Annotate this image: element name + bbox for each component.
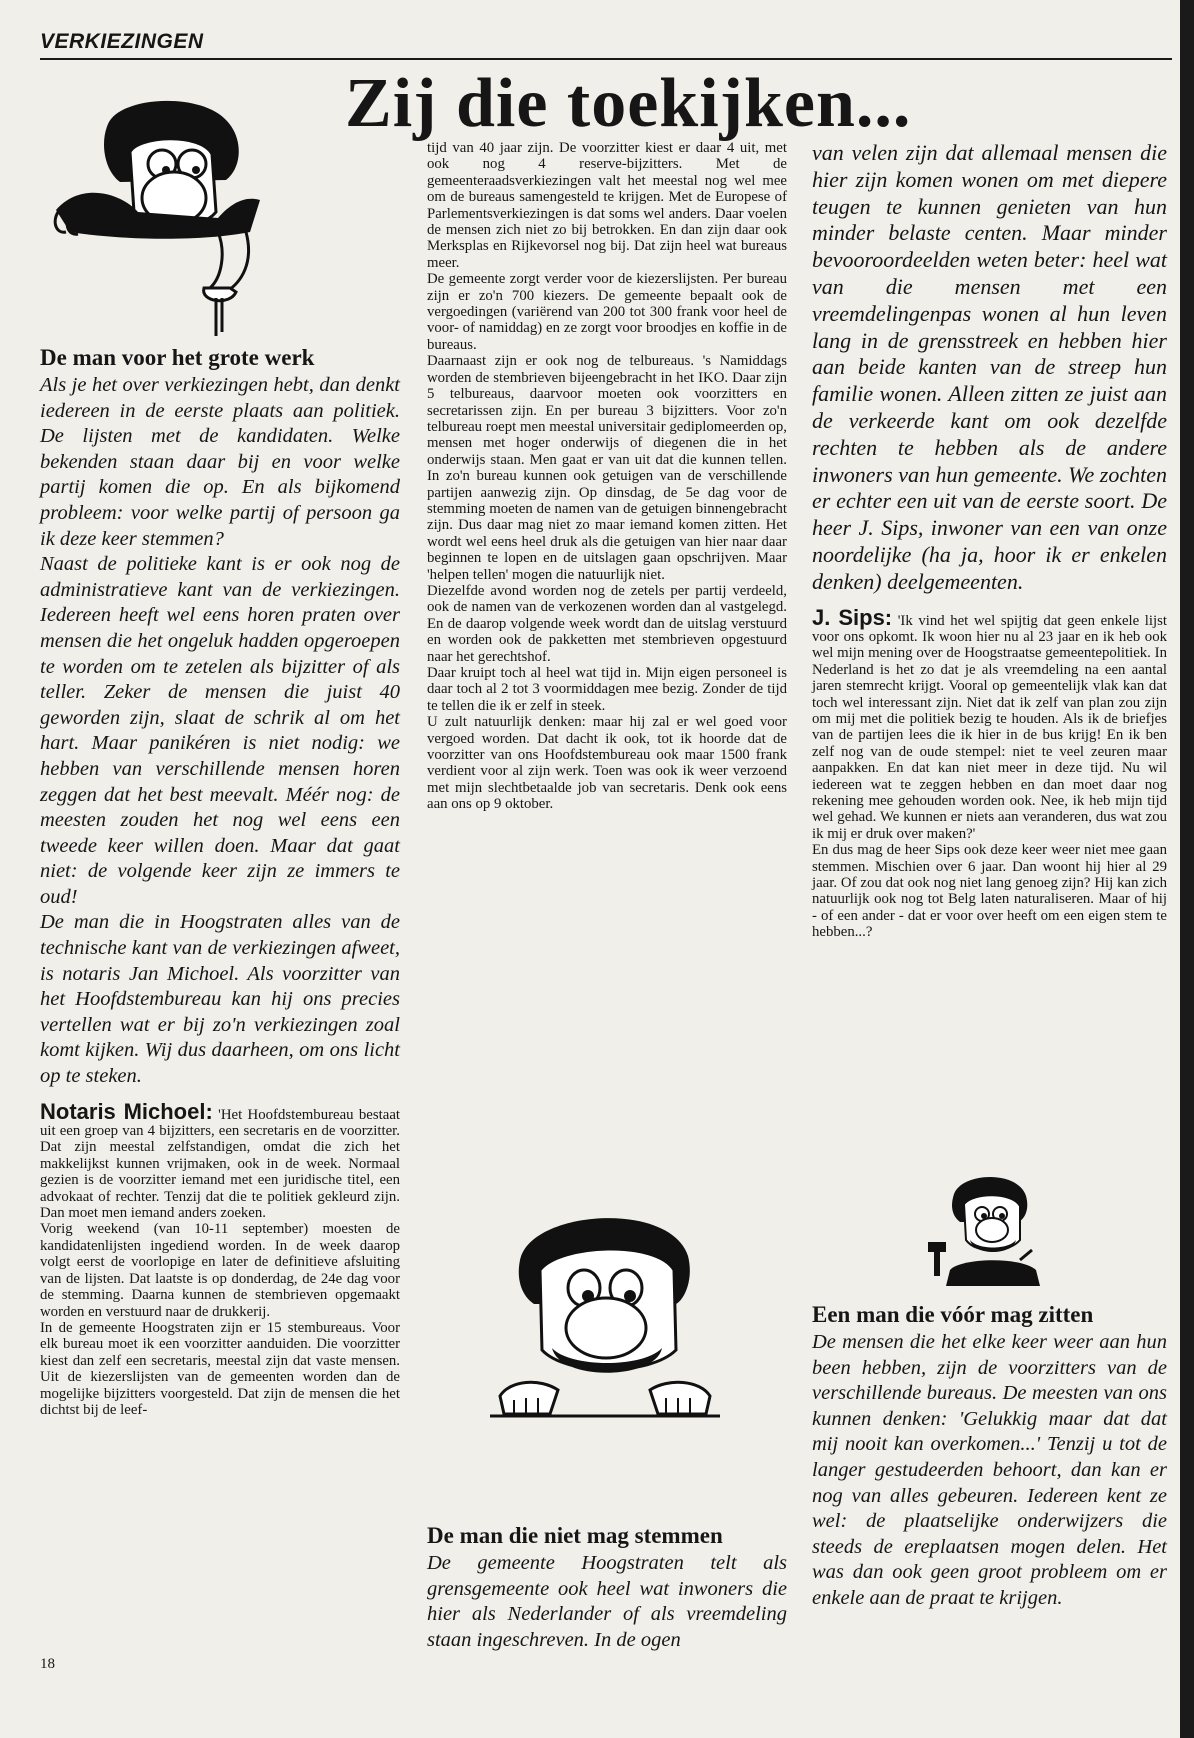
cartoon-face bbox=[540, 1249, 676, 1373]
subhead-grote-werk: De man voor het grote werk bbox=[40, 345, 315, 370]
interview-sips-text: 'Ik vind het wel spijtig dat geen enkele lijst voor ons opkomt. Ik woon hier nu al 23 jaar en ik heb ook wel mijn mening over de Hoogstraatse gemeentepolitiek. In Nederland is het zo dat je als vreemdeling na een aantal jaren stemrecht krijgt. Vooral op gemeentelijk vlak kan dat toch wel interessant zijn. Niet dat ik zelf van plan zou zijn om mij met die politiek bezig te houden. Als ik de briefjes van de partijen lees die ik hier in de bus krijg! En ik ben zelf nog van de oude stempel: niet te veel zeuren maar aanpakken. En dat kan niet meer in deze tijd. Nu wil iedereen wat te zeggen hebben en dan moet daar nog rekening mee gehouden worden ook. Nee, ik heb mijn tijd wel gehad. We kunnen er niets aan veranderen, dus wat zou ik mij er druk over maken?' En dus mag de heer Sips ook deze keer weer niet mee gaan stemmen. Mischien over 6 jaar. Dan woont hij hier al 29 jaar. Of zou dat ook nog niet lang genoeg zijn? Hij kan zich natuurlijk ook nog tot Belg laten naturaliseren. Maar of hij - of een ander - dat er voor over heeft om een eigen stem te hebben...? bbox=[812, 612, 1168, 941]
cartoon-pointing-arm bbox=[204, 232, 249, 336]
page-edge-shadow bbox=[1180, 0, 1194, 1738]
interview-michoel-text: 'Het Hoofdstembureau bestaat uit een groep van 4 bijzitters, een secretaris en de voorzitter. Dat zijn meestal zelfstandigen, omdat die zich het makkelijkst kunnen vrijmaken, ook in de week. Normaal gezien is de voorzitter iemand met een juridische titel, een advokaat of rechter. Tenzij dat die te politiek gekleurd zijn. Dan moet men iemand anders zoeken. Vorig weekend (van 10-11 september) moesten de kandidatenlijsten ingediend worden. In de week daarop volgt eerst de voorlopige en later de definitieve afsluiting van de lijsten. Dat laatste is op donderdag, de 24e dag voor de stemming. Daarna kunnen de stembrieven opgemaakt worden en verstuurd naar de drukkerij. In de gemeente Hoogstraten zijn er 15 stembureaus. Voor elk bureau moet ik een voorzitter aanduiden. Die voorzitter kiest dan zelf een secretaris, meestal zijn dat vaste mensen. Uit de kiezerslijsten van de gemeenten worden dan de mogelijke bijzitters voorgesteld. Dat zijn de mensen die het dichtst bij de leef- bbox=[40, 1106, 400, 1418]
interview-michoel-continued: tijd van 40 jaar zijn. De voorzitter kiest er daar 4 uit, met ook nog 4 reserve-bijzitters. Met de gemeenteraadsverkiezingen valt het meestal nog wel mee om de bureaus samengesteld te krijgen. Met de Europese of Parlementsverkiezingen is dat soms wel anders. Daar voelen de mensen zich niet zo bij betrokken. En dan zijn daar ook Merksplas en Rijkevorsel nog bij. Dat zijn heel wat bureaus meer. De gemeente zorgt verder voor de kiezerslijsten. Per bureau zijn er zo'n 700 kiezers. De gemeente bepaalt ook de vergoedingen (variërend van 200 tot 300 frank voor heel de voor- of namiddag) en ze zorgt voor broodjes en koffie in de bureaus. Daarnaast zijn er ook nog de telbureaus. 's Namiddags worden de stembrieven bijeengebracht in het IKO. Daar zijn 5 telbureaus, daarvoor moeten ook voorzitters en secretarissen zijn. En per bureau 3 bijzitters. Voor zo'n telbureau roept men meestal universitair gediplomeerden op, mensen met hoger onderwijs of diegenen die in het onderwijs staan. Men gaat er van uit dat die kunnen tellen. In zo'n bureau kunnen ook getuigen van de verschillende partijen aanwezig zijn. Op dinsdag, de 5e dag voor de stemming moeten de namen van de getuigen binnengebracht zijn. Dus daar mag niet zo maar iemand komen zitten. Het wordt wel eens heel druk als die getuigen van hier naar daar beginnen te lopen en de uitslagen gaan opschrijven. Maar 'helpen tellen' mogen die natuurlijk niet. Diezelfde avond worden nog de zetels per partij verdeeld, ook de namen van de verkozenen worden dan al vastgelegd. En de daarop volgende week wordt dan de uitslag verstuurd en worden ook de pakketten met stembrieven opgestuurd naar het gerechtshof. Daar kruipt toch al heel wat tijd in. Mijn eigen personeel is daar toch al 2 tot 3 voormiddagen mee bezig. Zonder de tijd te tellen die ik er zelf in steek. U zult natuurlijk denken: maar hij zal er wel goed voor vergoed worden. Dat dacht ik ook, tot ik hoorde dat de voorzitter van ons Hoofdstembureau ook maar 1500 frank verdient voor al zijn werk. Toen was ook ik weer verzoend met mijn slechtbetaalde job van secretaris. Denk ook eens aan ons op 9 oktober. bbox=[427, 140, 787, 813]
column-1 bbox=[40, 345, 400, 1418]
cartoon-hammer-man bbox=[920, 1170, 1050, 1290]
subhead-niet-stemmen: De man die niet mag stemmen bbox=[427, 1523, 723, 1548]
column-2-lower bbox=[427, 1523, 787, 1653]
interview-sips bbox=[812, 604, 1168, 941]
cartoon-hands bbox=[490, 1382, 720, 1416]
intro-grote-werk: Als je het over verkiezingen hebt, dan denkt iedereen in de eerste plaats aan politiek. De lijsten met de kandidaten. Welke bekenden staan daar bij en voor welke partij komen die op. En als bijkomend probleem: voor welke partij of persoon ga ik deze keer stemmen? Naast de politieke kant is er ook nog de administratieve kant van de verkiezingen. Iedereen heeft wel eens horen praten over mensen die het ongeluk hadden opgeroepen te worden om te zetelen als bijzitter of als teller. Zeker de mensen die juist 40 geworden zijn, slaat de schrik al om het hart. Maar panikéren is niet nodig: we hebben van verschillende mensen horen zeggen dat het best meevalt. Méér nog: de meesten zouden het nog wel eens een tweede keer willen doen. Maar dat gaat niet: de volgende keer zijn ze immers te oud! De man die in Hoogstraten alles van de technische kant van de verkiezingen afweet, is notaris Jan Michoel. Als voorzitter van het Hoofdstembureau kan hij ons precies vertellen wat er bij zo'n verkiezingen zoal komt kijken. Wij dus daarheen, om ons licht op te steken. bbox=[40, 374, 400, 1088]
subhead-voor-mag-zitten: Een man die vóór mag zitten bbox=[812, 1302, 1094, 1327]
speaker-michoel: Notaris Michoel: bbox=[40, 1098, 213, 1124]
page-number: 18 bbox=[40, 1656, 55, 1672]
interview-michoel bbox=[40, 1098, 400, 1419]
speaker-sips: J. Sips: bbox=[812, 604, 893, 630]
cartoon-face bbox=[964, 1195, 1020, 1252]
column-2 bbox=[427, 140, 787, 813]
section-label: VERKIEZINGEN bbox=[40, 30, 204, 53]
column-3 bbox=[812, 140, 1167, 941]
header-rule bbox=[40, 58, 1172, 60]
cartoon-pointing-man bbox=[50, 92, 270, 342]
intro-niet-stemmen: De gemeente Hoogstraten telt als grensgemeente ook heel wat inwoners die hier als Nederlander of als vreemdeling staan ingeschreven. In de ogen bbox=[427, 1552, 787, 1651]
article-title: Zij die toekijken... bbox=[345, 65, 912, 142]
intro-voor-mag-zitten: De mensen die het elke keer weer aan hun been hebben, zijn de voorzitters van de verschillende bureaus. De meesten van ons kunnen denken: 'Gelukkig maar dat dat mij nooit kan overkomen...' Tenzij u tot de langer gestudeerden behoort, dan kan er nog van alles gebeuren. Iedereen kent ze wel: de plaatselijke onderwijzers die steeds de ereplaatsen mogen delen. Het was dan ook geen groot probleem om er enkele aan de praat te krijgen. bbox=[812, 1331, 1167, 1609]
intro-sips: van velen zijn dat allemaal mensen die hier zijn komen wonen om met diepere teugen te kunnen genieten van hun minder belaste centen. Maar minder bevooroordeelden weten beter: heel wat van die mensen met een vreemdelingenpas wonen al hun leven lang in de grensstreek en hebben hier aan beide kanten van de streep hun familie wonen. Alleen zitten ze juist aan de verkeerde kant om ook dezelfde rechten te hebben als de andere inwoners van hun gemeente. We zochten er echter een uit van de eerste soort. De heer J. Sips, inwoner van een van onze noordelijke (ha ja, hoor ik er enkelen denken) deelgemeenten. bbox=[812, 140, 1167, 594]
column-3-lower bbox=[812, 1302, 1167, 1612]
cartoon-peeking-man bbox=[480, 1200, 730, 1430]
